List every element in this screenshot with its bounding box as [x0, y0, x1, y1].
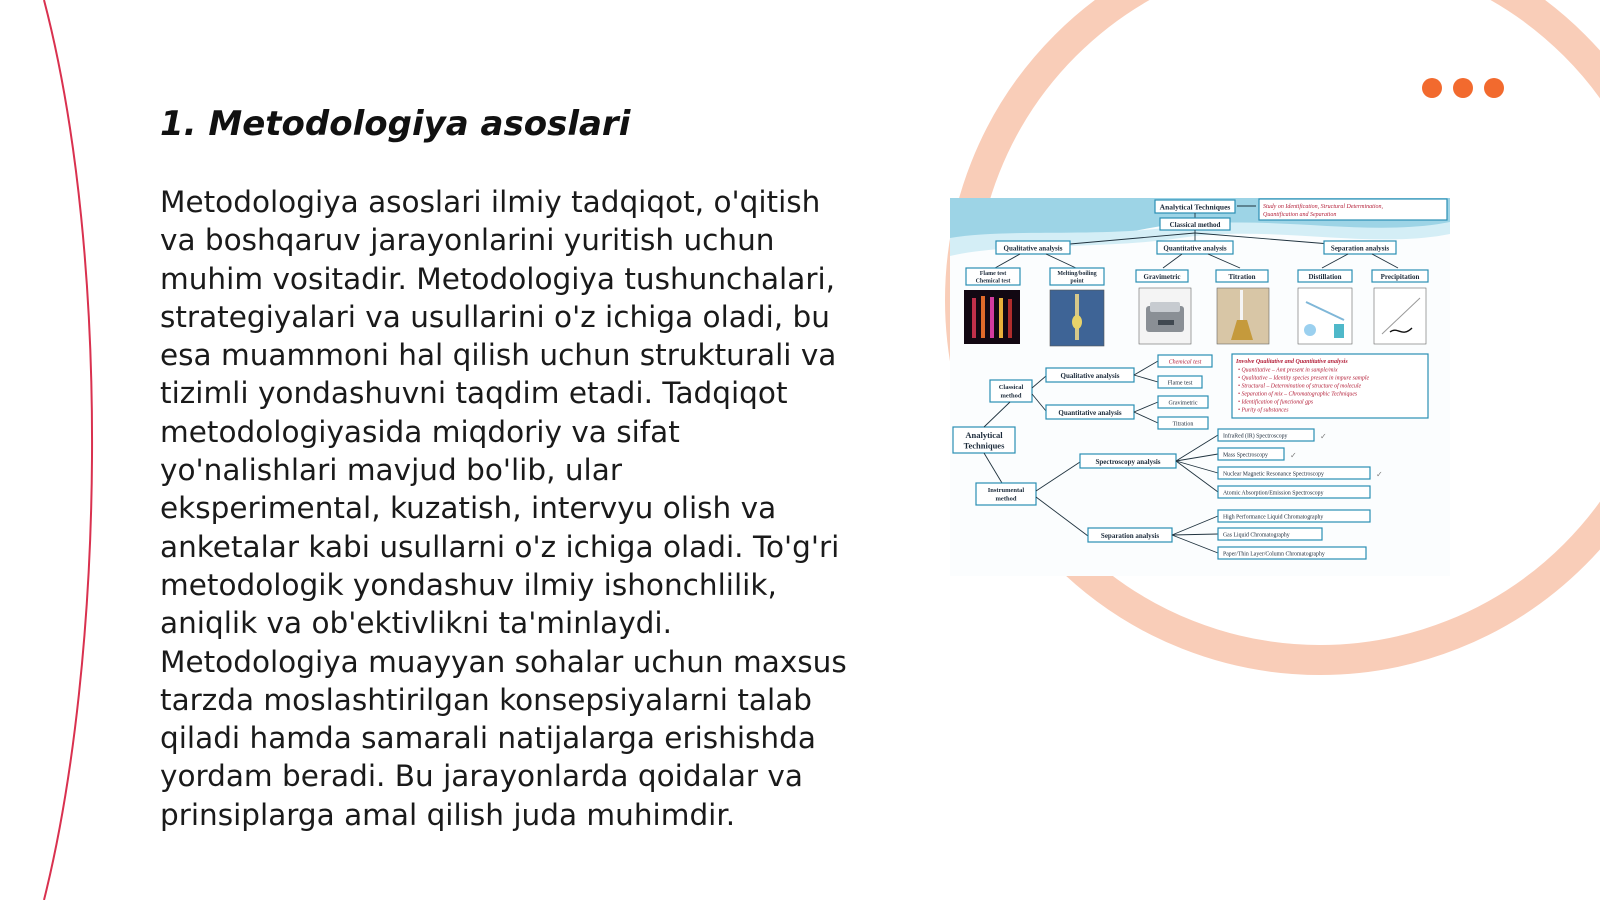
- line-analytical-classical: [984, 402, 1010, 427]
- photo-melting-point: [1050, 290, 1104, 346]
- left-curve-line: [44, 0, 92, 900]
- label-note-line-5: • Identification of functional gps: [1238, 399, 1314, 406]
- label-instrumental-2: method: [995, 495, 1017, 503]
- line-analytical-instrumental: [984, 453, 1002, 483]
- label-top-titration: Titration: [1228, 273, 1256, 281]
- label-top-quantitative: Quantitative analysis: [1163, 244, 1227, 253]
- line-qual-flame: [995, 254, 1020, 268]
- line-classical-quantanalysis: [1032, 394, 1046, 411]
- line-instr-sep: [1036, 497, 1088, 536]
- label-top-qualitative: Qualitative analysis: [1003, 244, 1063, 253]
- label-gravimetric: Gravimetric: [1168, 400, 1198, 407]
- line-quant-grav: [1163, 254, 1182, 268]
- label-study-note-1: Study on Identification, Structural Determination,: [1263, 204, 1383, 210]
- label-spectro-ir: InfraRed (IR) Spectroscopy: [1223, 433, 1288, 440]
- line-sep-dist: [1322, 254, 1348, 268]
- label-top-precipitation: Precipitation: [1380, 273, 1420, 281]
- label-separation-analysis: Separation analysis: [1100, 532, 1160, 540]
- photo-precipitation: [1374, 288, 1426, 344]
- label-study-note-2: Quantification and Separation: [1263, 212, 1337, 218]
- line-quant-titr2: [1134, 412, 1158, 423]
- line-classical-qualanalysis: [1032, 376, 1046, 388]
- label-sep-hplc: High Performance Liquid Chromatography: [1223, 514, 1324, 521]
- photo-titration: [1217, 288, 1269, 344]
- label-chemical-test: Chemical test: [1168, 359, 1202, 366]
- label-sep-paper: Paper/Thin Layer/Column Chromatography: [1223, 551, 1325, 558]
- label-note-title: Involve Qualitative and Quantitative analysis: [1236, 359, 1348, 365]
- label-note-line-3: • Structural – Determination of structure of molecule: [1238, 383, 1362, 390]
- line-spectro-aas: [1176, 461, 1218, 492]
- label-top-separation: Separation analysis: [1330, 244, 1390, 253]
- label-spectro-nmr: Nuclear Magnetic Resonance Spectroscopy: [1223, 471, 1324, 478]
- check-icon-nmr: ✓: [1376, 470, 1383, 479]
- slide-title: 1. Metodologiya asoslari: [160, 104, 631, 144]
- analytical-techniques-diagram: [950, 198, 1450, 576]
- line-qual-flametest: [1134, 375, 1158, 382]
- line-sep-precip: [1372, 254, 1398, 268]
- check-icon-ir: ✓: [1320, 432, 1327, 441]
- dot-3: [1484, 78, 1504, 98]
- line-spectro-nmr: [1176, 461, 1218, 473]
- label-quantitative-analysis: Quantitative analysis: [1058, 409, 1122, 417]
- line-qual-chemtest: [1134, 361, 1158, 375]
- label-top-root: Analytical Techniques: [1159, 202, 1231, 212]
- label-note-line-4: • Separation of mix – Chromatographic Techniques: [1238, 391, 1358, 398]
- line-quant-grav2: [1134, 402, 1158, 412]
- label-analytical-1: Analytical: [965, 430, 1003, 440]
- label-qualitative-analysis: Qualitative analysis: [1060, 372, 1120, 380]
- label-top-gravimetric: Gravimetric: [1143, 273, 1181, 281]
- label-classical-2: method: [1000, 392, 1022, 400]
- label-top-classical: Classical method: [1169, 221, 1221, 229]
- label-top-flame-2: Chemical test: [975, 278, 1011, 285]
- label-sep-glc: Gas Liquid Chromatography: [1223, 532, 1290, 539]
- line-quant-titr: [1208, 254, 1240, 268]
- check-icon-mass: ✓: [1290, 451, 1297, 460]
- dot-1: [1422, 78, 1442, 98]
- label-note-line-6: • Purity of substances: [1238, 407, 1289, 414]
- line-qual-melting: [1046, 254, 1076, 268]
- label-spectro-aas: Atomic Absorption/Emission Spectroscopy: [1223, 490, 1324, 497]
- photo-distillation: [1298, 288, 1352, 344]
- dot-2: [1453, 78, 1473, 98]
- label-top-distillation: Distillation: [1308, 273, 1342, 281]
- label-titration: Titration: [1172, 421, 1194, 428]
- label-flame-test: Flame test: [1167, 380, 1193, 387]
- photo-gravimetric: [1139, 288, 1191, 344]
- photo-flame-test: [964, 290, 1020, 344]
- label-instrumental-1: Instrumental: [987, 487, 1025, 494]
- label-classical-1: Classical: [998, 384, 1024, 391]
- label-analytical-2: Techniques: [963, 440, 1005, 451]
- label-note-line-1: • Quantitative – Amt present in sample/mix: [1238, 367, 1338, 374]
- slide-paragraph: Metodologiya asoslari ilmiy tadqiqot, o'qitish va boshqaruv jarayonlarini yuritish uchun muhim vositadir. Metodologiya tushunchalari, strategiyalari va usullarini o'z ichiga oladi, bu esa muammoni hal qilish uchun strukturali va tizimli yondashuvni taqdim etadi. Tadqiqot metodologiyasida miqdoriy va sifat yo'nalishlari mavjud bo'lib, ular eksperimental, kuzatish, intervyu olish va anketalar kabi usullarni o'z ichiga oladi. To'g'ri metodologik yondashuv ilmiy ishonchlilik, aniqlik va ob'ektivlikni ta'minlaydi. Metodologiya muayyan sohalar uchun maxsus tarzda moslashtirilgan konsepsiyalarni talab qiladi hamda samarali natijalarga erishishda yordam beradi. Bu jarayonlarda qoidalar va prinsiplarga amal qilish juda muhimdir.: [160, 185, 847, 832]
- line-sep-paper: [1172, 535, 1218, 553]
- line-instr-spectro: [1036, 462, 1080, 491]
- label-top-melting-1: Melting/boiling: [1057, 271, 1097, 277]
- more-dots-icon: [1422, 78, 1512, 102]
- label-spectroscopy-analysis: Spectroscopy analysis: [1095, 458, 1161, 466]
- line-sep-glc: [1172, 534, 1218, 535]
- label-spectro-mass: Mass Spectroscopy: [1223, 452, 1268, 459]
- label-top-melting-2: point: [1070, 278, 1084, 285]
- line-sep-hplc: [1172, 516, 1218, 535]
- label-top-flame-1: Flame test: [979, 271, 1007, 277]
- label-note-line-2: • Qualitative – Identity species present in impure sample: [1238, 375, 1370, 382]
